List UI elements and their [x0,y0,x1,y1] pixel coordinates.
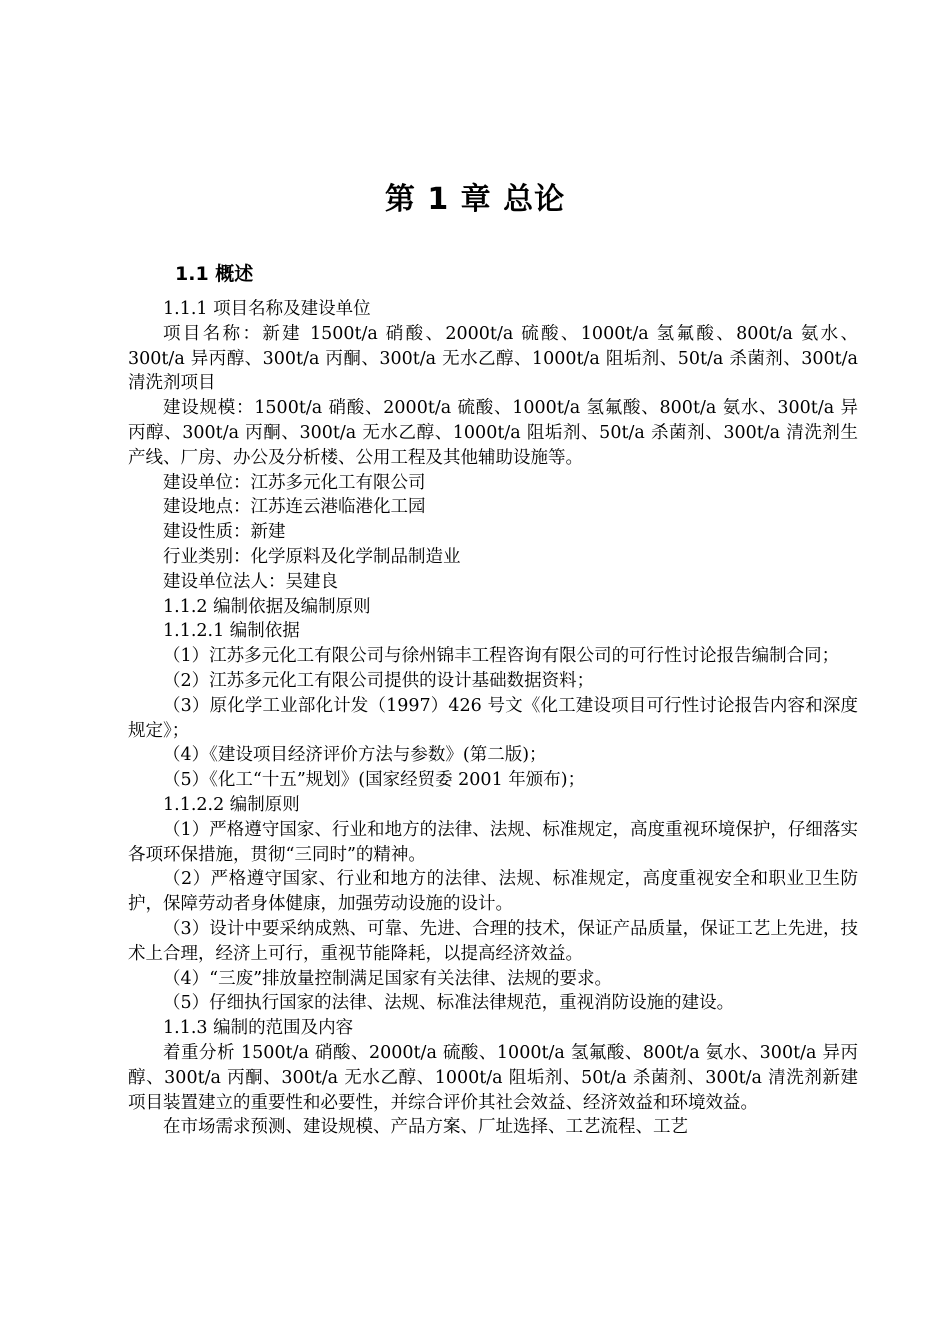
paragraph: 建设地点：江苏连云港临港化工园 [163,497,426,518]
paragraph: 项目名称：新建 1500t/a 硝酸、2000t/a 硫酸、1000t/a 氢氟酸、800t/a 氨水、300t/a 异丙醇、300t/a 丙酮、300t/a 无水乙醇、1000t/a 阻垢剂、50t/a 杀菌剂、300t/a 清洗剂项目 [128,323,858,394]
paragraph: 行业类别：化学原料及化学制品制造业 [163,546,461,567]
list-item: （4）“三废”排放量控制满足国家有关法律、法规的要求。 [163,968,613,989]
document-body [128,297,858,1140]
paragraph: 在市场需求预测、建设规模、产品方案、厂址选择、工艺流程、工艺 [163,1117,688,1138]
list-item: （2）江苏多元化工有限公司提供的设计基础数据资料； [163,670,595,691]
list-item: （1）江苏多元化工有限公司与徐州锦丰工程咨询有限公司的可行性讨论报告编制合同； [163,646,840,667]
paragraph: 建设单位法人：吴建良 [163,571,338,592]
list-item: （3）原化学工业部化计发（1997）426 号文《化工建设项目可行性讨论报告内容和深度规定》； [128,695,858,741]
list-item: （5）《化工“十五”规划》(国家经贸委 2001 年颁布)； [163,770,586,791]
subsection-heading: 1.1.2.2 编制原则 [163,794,300,815]
paragraph: 建设性质：新建 [163,522,286,543]
list-item: （2）严格遵守国家、行业和地方的法律、法规、标准规定，高度重视安全和职业卫生防护，保障劳动者身体健康，加强劳动设施的设计。 [128,869,858,915]
list-item: （1）严格遵守国家、行业和地方的法律、法规、标准规定，高度重视环境保护，仔细落实各项环保措施，贯彻“三同时”的精神。 [128,819,858,865]
section-title: 1.1 概述 [175,263,254,285]
chapter-title: 第 1 章 总论 [384,182,566,217]
list-item: （4）《建设项目经济评价方法与参数》(第二版)； [163,745,547,766]
paragraph: 建设规模：1500t/a 硝酸、2000t/a 硫酸、1000t/a 氢氟酸、800t/a 氨水、300t/a 异丙醇、300t/a 丙酮、300t/a 无水乙醇、1000t/a 阻垢剂、50t/a 杀菌剂、300t/a 清洗剂生产线、厂房、办公及分析楼、公用工程及其他辅助设施等。 [128,398,858,468]
list-item: （5）仔细执行国家的法律、法规、标准法律规范，重视消防设施的建设。 [163,993,735,1014]
paragraph: 着重分析 1500t/a 硝酸、2000t/a 硫酸、1000t/a 氢氟酸、800t/a 氨水、300t/a 异丙醇、300t/a 丙酮、300t/a 无水乙醇、1000t/a 阻垢剂、50t/a 杀菌剂、300t/a 清洗剂新建项目装置建立的重要性和必要性，并综合评价其社会效益、经济效益和环境效益。 [128,1042,858,1113]
subsection-heading: 1.1.3 编制的范围及内容 [163,1018,354,1039]
subsection-heading: 1.1.2.1 编制依据 [163,621,300,642]
subsection-heading: 1.1.2 编制依据及编制原则 [163,596,371,617]
paragraph: 建设单位：江苏多元化工有限公司 [163,472,426,493]
subsection-heading: 1.1.1 项目名称及建设单位 [163,299,371,319]
list-item: （3）设计中要采纳成熟、可靠、先进、合理的技术，保证产品质量，保证工艺上先进，技术上合理，经济上可行，重视节能降耗，以提高经济效益。 [128,918,858,964]
